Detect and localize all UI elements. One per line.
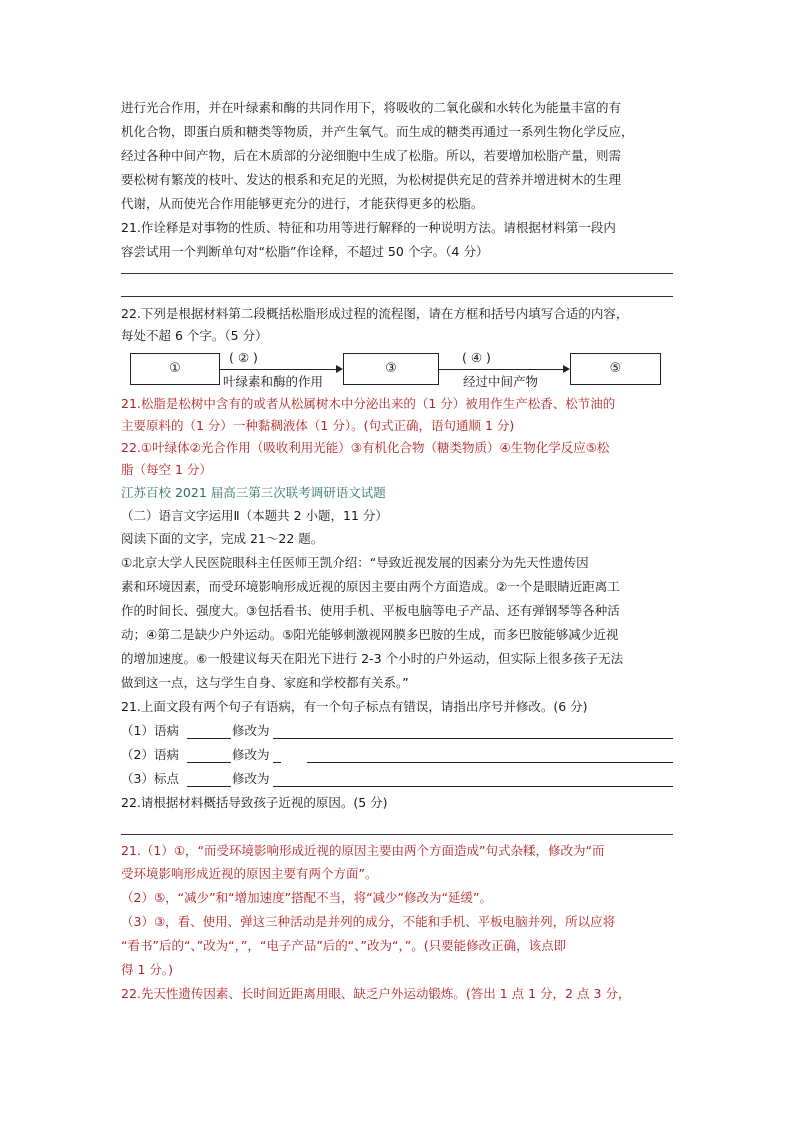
answer-text: 得 1 分。) xyxy=(121,962,174,977)
flow-box-5[interactable]: ⑤ xyxy=(570,353,661,385)
passage-line: 代谢，从而使光合作用能够更充分的进行，才能获得更多的松脂。 xyxy=(121,196,484,211)
answer-text: 21.松脂是松树中含有的或者从松属树木中分泌出来的（1 分）被用作生产松香、松节油的 xyxy=(121,396,616,411)
answer-text: 主要原料的（1 分）一种黏稠液体（1 分）。(句式正确，语句通顺 1 分) xyxy=(121,418,515,433)
answer-line[interactable] xyxy=(121,273,673,274)
flow-arrow-1 xyxy=(220,369,336,370)
passage-line: 机化合物，即蛋白质和糖类等物质，并产生氧气。而生成的糖类再通过一系列生物化学反应， xyxy=(121,124,634,139)
passage-line: 素和环境因素，而受环境影响形成近视的原因主要由两个方面造成。②一个是眼睛近距离工 xyxy=(121,579,620,594)
fill-blank[interactable] xyxy=(187,738,231,739)
fill-label: （3）标点 xyxy=(121,771,179,786)
fill-blank[interactable] xyxy=(307,762,673,763)
answer-line[interactable] xyxy=(121,834,673,835)
flow-label-1: 叶绿素和酶的作用 xyxy=(223,374,324,389)
passage-line: 的增加速度。⑥一般建议每天在阳光下进行 2-3 个小时的户外运动，但实际上很多孩子无法 xyxy=(121,651,624,666)
instruction: 阅读下面的文字，完成 21～22 题。 xyxy=(121,531,324,546)
answer-text: （3）③，看、使用、弹这三种活动是并列的成分，不能和手机、平板电脑并列，所以应将 xyxy=(121,914,616,929)
answer-text: 脂（每空 1 分） xyxy=(121,462,212,477)
passage-line: 经过各种中间产物，后在木质部的分泌细胞中生成了松脂。所以，若要增加松脂产量，则需 xyxy=(121,148,622,163)
flow-box-3[interactable]: ③ xyxy=(343,353,439,385)
flow-arrow-2 xyxy=(439,369,563,370)
question-21-line: 21.作诠释是对事物的性质、特征和功用等进行解释的一种说明方法。请根据材料第一段内 xyxy=(121,220,616,235)
arrow-head-icon xyxy=(336,365,343,373)
question-21-line: 容尝试用一个判断单句对“松脂”作诠释，不超过 50 个字。（4 分） xyxy=(121,244,489,259)
passage-line: 作的时间长、强度大。③包括看书、使用手机、平板电脑等电子产品、还有弹钢琴等各种活 xyxy=(121,603,620,618)
fill-blank[interactable] xyxy=(187,786,231,787)
section-heading: （二）语言文字运用Ⅱ（本题共 2 小题，11 分） xyxy=(121,508,388,523)
flow-label-2: 经过中间产物 xyxy=(463,374,539,389)
answer-text: 22.先天性遗传因素、长时间近距离用眼、缺乏户外运动锻炼。(答出 1 点 1 分，2 点 3 分， xyxy=(121,986,631,1001)
question-22-line: 22.下列是根据材料第二段概括松脂形成过程的流程图，请在方框和括号内填写合适的内容， xyxy=(121,306,629,321)
answer-text: （2）⑤，“减少”和“增加速度”搭配不当，将“减少”修改为“延缓”。 xyxy=(121,890,492,905)
passage-line: ①北京大学人民医院眼科主任医师王凯介绍：“导致近视发展的因素分为先天性遗传因 xyxy=(121,555,589,570)
fill-blank[interactable] xyxy=(273,738,673,739)
question-22: 22.请根据材料概括导致孩子近视的原因。(5 分) xyxy=(121,795,388,810)
fill-label: （1）语病 xyxy=(121,723,179,738)
answer-text: 受环境影响形成近视的原因主要有两个方面”。 xyxy=(121,866,378,881)
answer-text: “看书”后的“、”改为“，”，“电子产品”后的“、”改为“，”。(只要能修改正确，该点即 xyxy=(121,938,567,953)
fill-blank[interactable] xyxy=(187,762,231,763)
passage-line: 做到这一点，这与学生自身、家庭和学校都有关系。” xyxy=(121,675,409,690)
answer-text: 22.①叶绿体②光合作用（吸收利用光能）③有机化合物（糖类物质）④生物化学反应⑤松 xyxy=(121,440,610,455)
source-title: 江苏百校 2021 届高三第三次联考调研语文试题 xyxy=(121,485,386,500)
question-21: 21.上面文段有两个句子有语病，有一个句子标点有错误，请指出序号并修改。(6 分) xyxy=(121,699,588,714)
fill-blank[interactable] xyxy=(273,786,673,787)
passage-line: 要松树有繁茂的枝叶、发达的根系和充足的光照，为松树提供充足的营养并增进树木的生理 xyxy=(121,172,622,187)
flow-paren-2[interactable]: ( ② ) xyxy=(229,350,258,365)
fill-label: （2）语病 xyxy=(121,747,179,762)
flow-paren-4[interactable]: ( ④ ) xyxy=(462,350,491,365)
fill-blank[interactable] xyxy=(273,762,281,763)
fill-label: 修改为 xyxy=(232,771,270,786)
passage-line: 动；④第二是缺少户外运动。⑤阳光能够刺激视网膜多巴胺的生成，而多巴胺能够减少近视 xyxy=(121,627,619,642)
question-22-line: 每处不超 6 个字。（5 分） xyxy=(121,328,268,343)
answer-text: 21.（1）①，“而受环境影响形成近视的原因主要由两个方面造成”句式杂糅，修改为“而 xyxy=(121,843,605,858)
fill-label: 修改为 xyxy=(232,723,270,738)
fill-label: 修改为 xyxy=(232,747,270,762)
flow-box-1[interactable]: ① xyxy=(130,353,220,385)
arrow-head-icon xyxy=(563,365,570,373)
answer-line[interactable] xyxy=(121,296,673,297)
passage-line: 进行光合作用，并在叶绿素和酶的共同作用下，将吸收的二氧化碳和水转化为能量丰富的有 xyxy=(121,100,622,115)
